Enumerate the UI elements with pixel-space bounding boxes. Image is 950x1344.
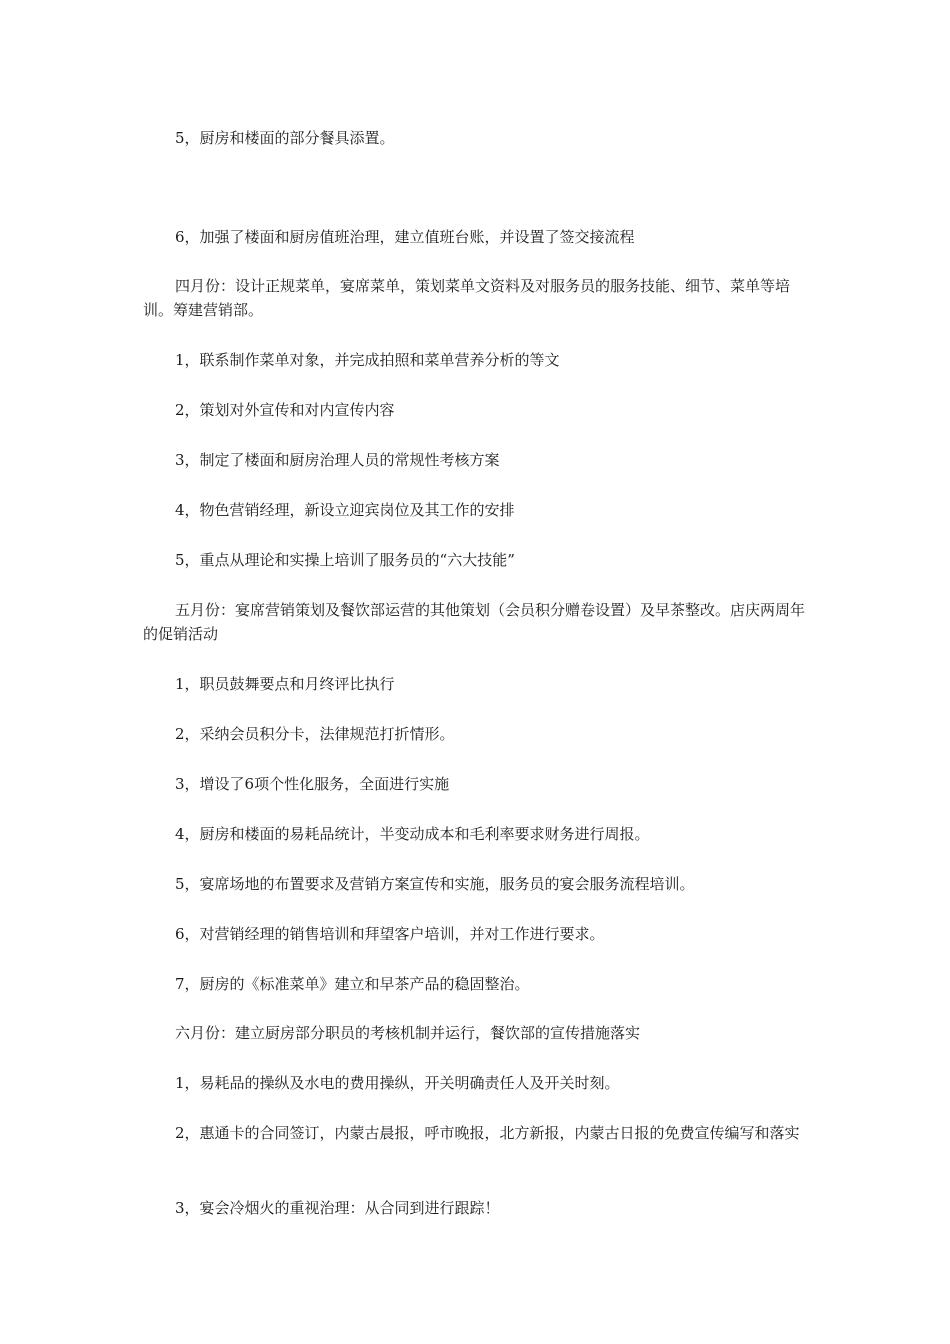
paragraph-kitchen-tableware: 5，厨房和楼面的部分餐具添置。 bbox=[175, 129, 395, 147]
paragraph-april-item-3: 3，制定了楼面和厨房治理人员的常规性考核方案 bbox=[175, 451, 500, 469]
paragraph-june-heading: 六月份：建立厨房部分职员的考核机制并运行，餐饮部的宣传措施落实 bbox=[175, 1024, 641, 1042]
paragraph-may-item-4: 4，厨房和楼面的易耗品统计，半变动成本和毛利率要求财务进行周报。 bbox=[175, 825, 650, 843]
paragraph-may-item-1: 1，职员鼓舞要点和月终评比执行 bbox=[175, 675, 395, 693]
paragraph-june-item-2: 2，惠通卡的合同签订，内蒙古晨报，呼市晚报，北方新报，内蒙古日报的免费宣传编写和落实 bbox=[175, 1124, 800, 1142]
paragraph-may-item-5: 5，宴席场地的布置要求及营销方案宣传和实施，服务员的宴会服务流程培训。 bbox=[175, 875, 695, 893]
paragraph-may-item-2: 2，采纳会员积分卡，法律规范打折情形。 bbox=[175, 725, 455, 743]
paragraph-may-heading: 五月份：宴席营销策划及餐饮部运营的其他策划（会员积分赠卷设置）及早茶整改。店庆两周年的促销活动 bbox=[143, 601, 806, 643]
paragraph-april-heading: 四月份：设计正规菜单，宴席菜单，策划菜单文资料及对服务员的服务技能、细节、菜单等培训。筹建营销部。 bbox=[143, 277, 791, 319]
paragraph-duty-management: 6，加强了楼面和厨房值班治理，建立值班台账，并设置了签交接流程 bbox=[175, 228, 635, 246]
paragraph-june-item-3: 3，宴会冷烟火的重视治理：从合同到进行跟踪！ bbox=[175, 1199, 500, 1217]
paragraph-april-item-4: 4，物色营销经理，新设立迎宾岗位及其工作的安排 bbox=[175, 501, 515, 519]
paragraph-may-item-3: 3，增设了6项个性化服务，全面进行实施 bbox=[175, 775, 450, 793]
paragraph-april-item-2: 2，策划对外宣传和对内宣传内容 bbox=[175, 401, 395, 419]
paragraph-may-item-6: 6，对营销经理的销售培训和拜望客户培训，并对工作进行要求。 bbox=[175, 925, 605, 943]
paragraph-april-item-1: 1，联系制作菜单对象，并完成拍照和菜单营养分析的等文 bbox=[175, 351, 560, 369]
paragraph-april-item-5: 5，重点从理论和实操上培训了服务员的“六大技能” bbox=[175, 551, 515, 569]
paragraph-june-item-1: 1，易耗品的操纵及水电的费用操纵，开关明确责任人及开关时刻。 bbox=[175, 1074, 620, 1092]
paragraph-may-item-7: 7，厨房的《标准菜单》建立和早茶产品的稳固整治。 bbox=[175, 975, 530, 993]
